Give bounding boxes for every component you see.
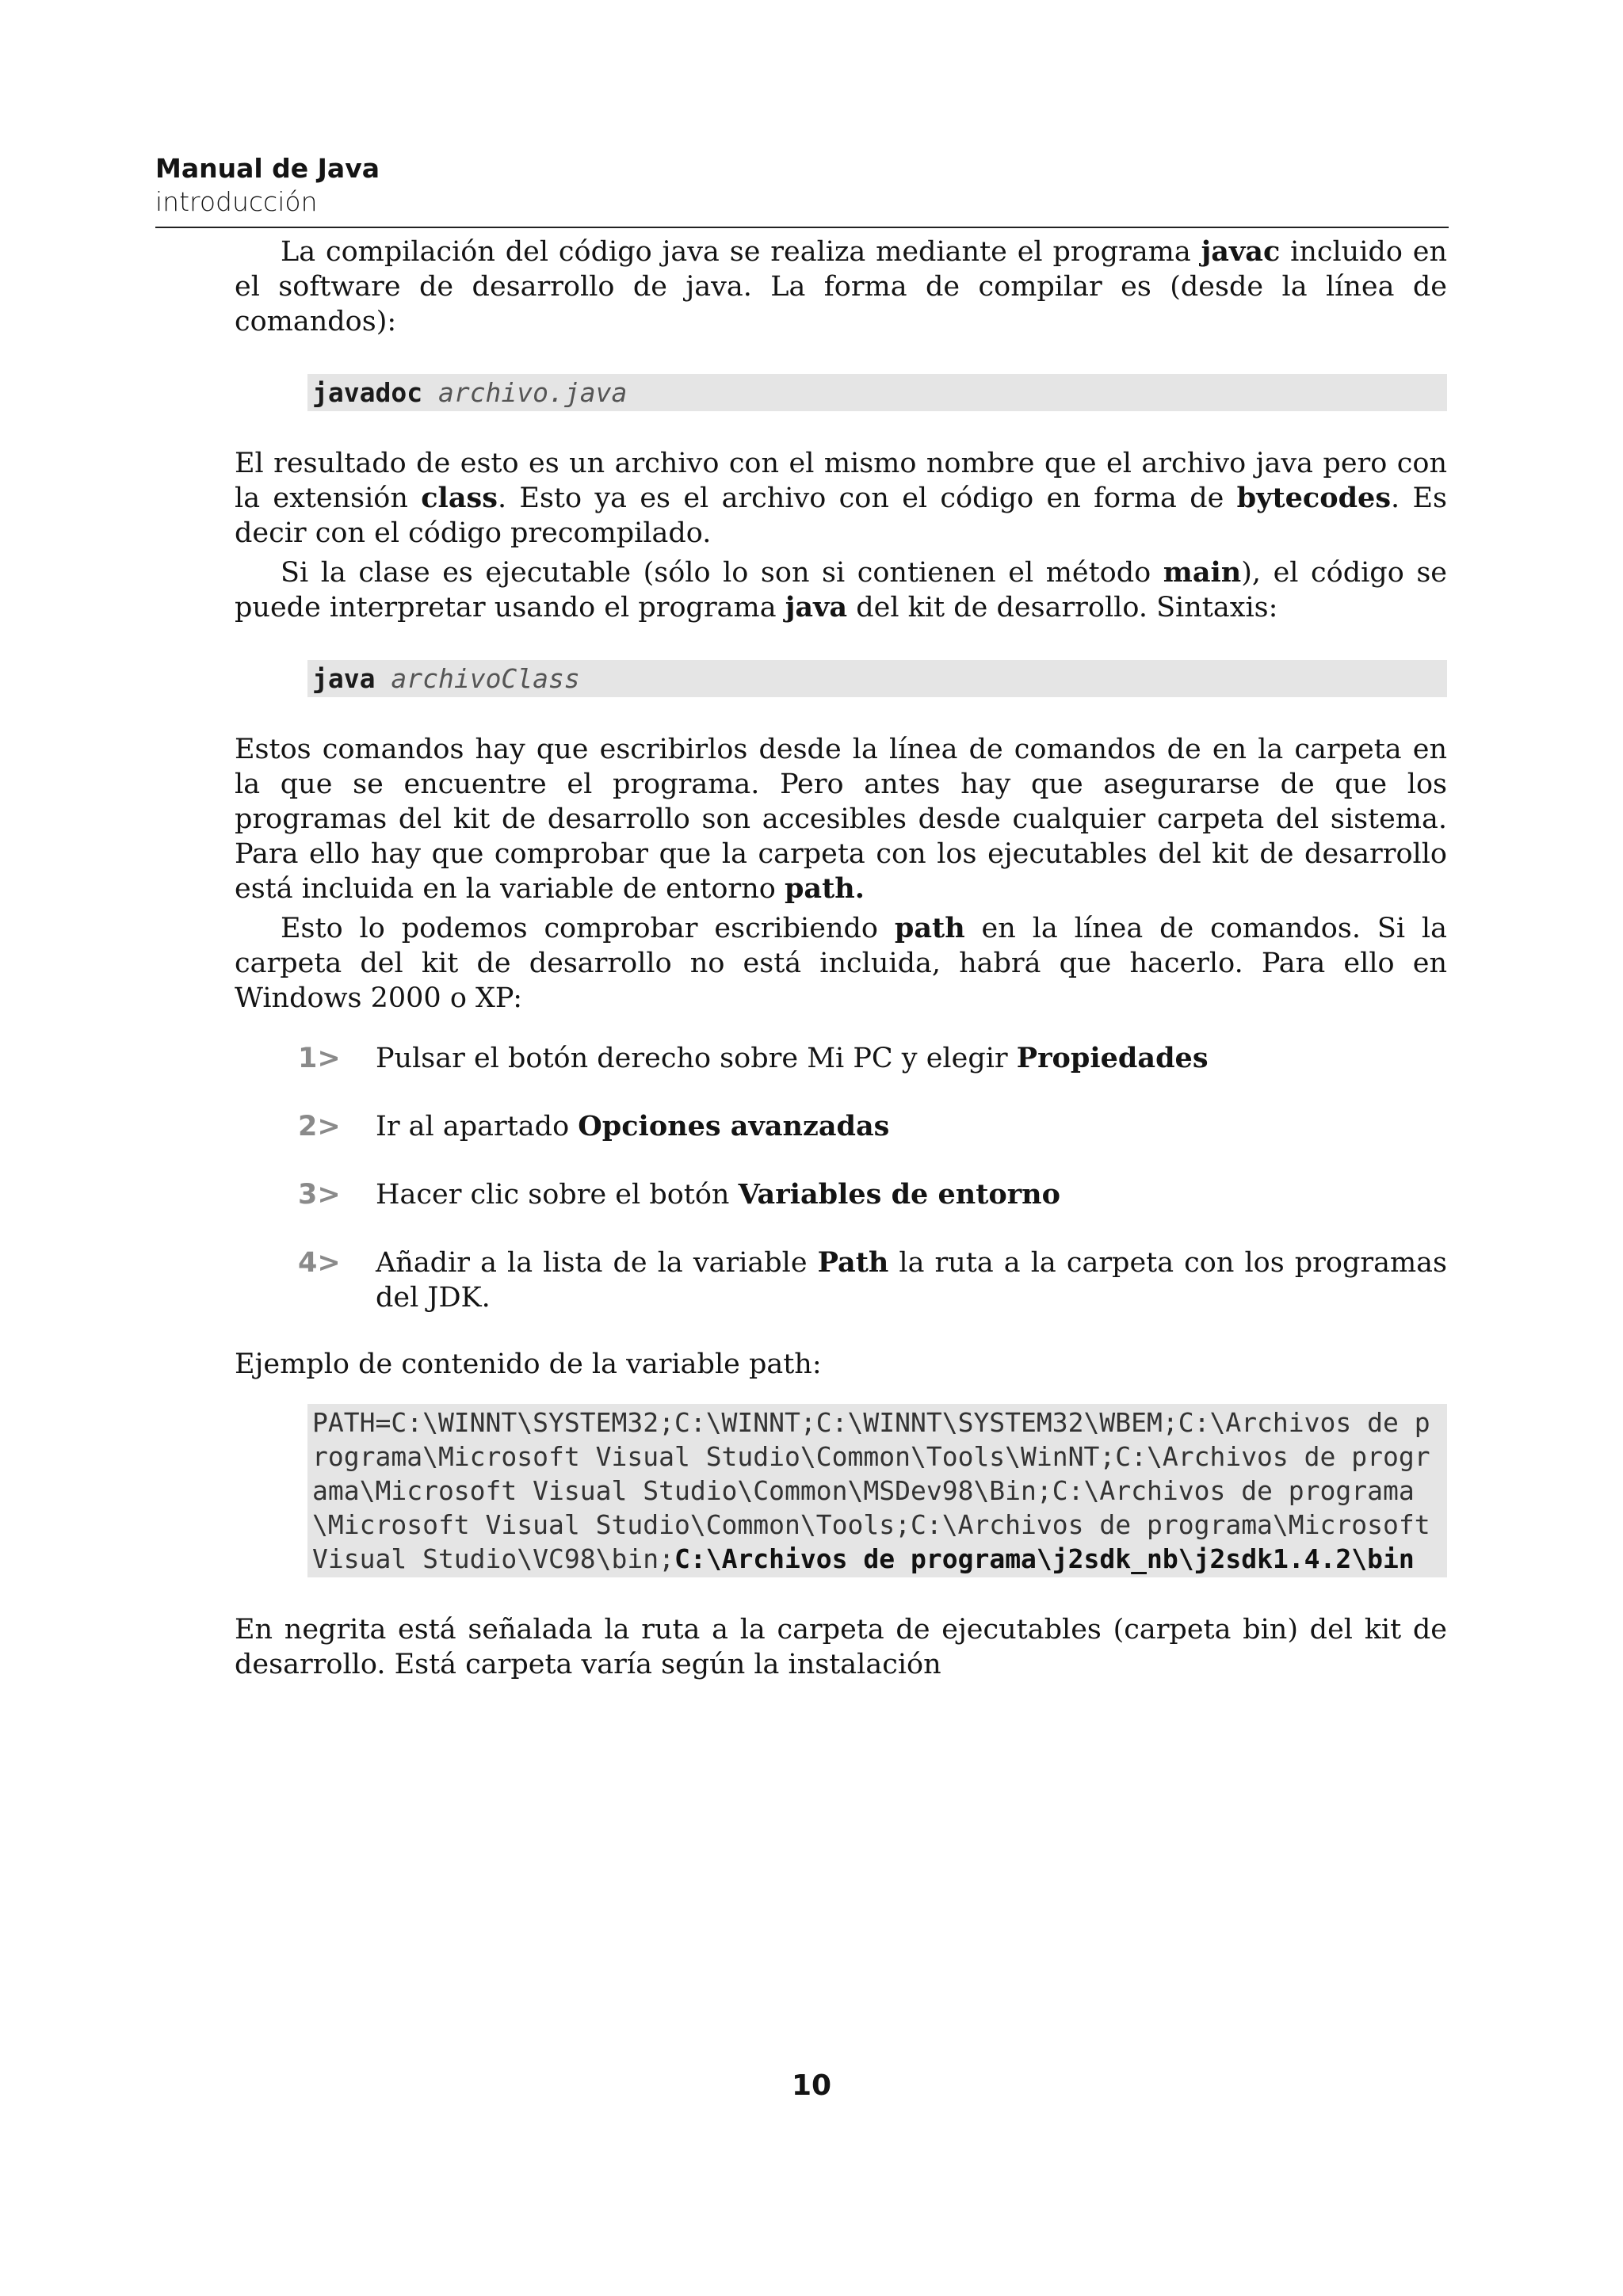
text: en la línea de comandos. Si la carpeta del kit de desarrollo no está incluida, habrá que hacerlo. Para ello en Windows 2000 o XP:	[235, 913, 1447, 1014]
page-number: 10	[791, 2069, 832, 2102]
step-text	[376, 1177, 1447, 1212]
header-title: Manual de Java	[155, 153, 380, 184]
page-header	[155, 152, 1449, 219]
bold-text: Path	[817, 1246, 889, 1279]
text: Añadir a la lista de la variable	[376, 1247, 818, 1279]
text: Estos comandos hay que escribirlos desde la línea de comandos de en la carpeta en la que se encuentre el programa. Pero antes hay que asegurarse de que los programas del kit de desarrollo son accesibles desde cualquier carpeta del sistema. Para ello hay que comprobar que la carpeta con los ejecutables del kit de desarrollo está incluida en la variable de entorno	[235, 734, 1447, 905]
list-item	[235, 1109, 1447, 1144]
paragraph-path-example: Ejemplo de contenido de la variable path:	[235, 1348, 822, 1380]
text: Ir al apartado	[376, 1111, 579, 1142]
text: El resultado de esto es un archivo con el mismo nombre que el archivo java pero con la extensión	[235, 448, 1447, 514]
paragraph-result	[235, 446, 1447, 551]
code-path-bold: C:\Archivos de programa\j2sdk_nb\j2sdk1.4.2\bin	[674, 1543, 1415, 1574]
step-number: 4>	[298, 1247, 341, 1279]
paragraph-check-path	[235, 911, 1447, 1016]
text: Pulsar el botón derecho sobre Mi PC y elegir	[376, 1043, 1017, 1074]
text: . Es decir con el código precompilado.	[235, 482, 1447, 549]
code-command: java	[312, 663, 376, 694]
bold-bytecodes: bytecodes	[1236, 482, 1392, 514]
bold-text: Propiedades	[1016, 1042, 1209, 1074]
code-command: javadoc	[312, 377, 423, 408]
code-path-normal: PATH=C:\WINNT\SYSTEM32;C:\WINNT;C:\WINNT\SYSTEM32\WBEM;C:\Archivos de programa\Microsoft Visual Studio\Common\Tools\WinNT;C:\Archivos de programa\Microsoft Visual Studio\Common\MSDev98\Bin;C:\Archivos de programa\Microsoft Visual Studio\Common\Tools;C:\Archivos de programa\Microsoft Visual Studio\VC98\bin;	[312, 1407, 1446, 1574]
text: Si la clase es ejecutable (sólo lo son si contienen el método	[281, 557, 1163, 589]
list-item	[235, 1041, 1447, 1076]
bold-class: class	[421, 482, 498, 514]
text: incluido en el software de desarrollo de java. La forma de compilar es (desde la línea de comandos):	[235, 236, 1447, 338]
text: Hacer clic sobre el botón	[376, 1179, 739, 1211]
text: ), el código se puede interpretar usando el programa	[235, 557, 1447, 624]
bold-java: java	[785, 591, 848, 624]
bold-text: Opciones avanzadas	[578, 1110, 890, 1142]
list-item	[235, 1177, 1447, 1212]
text: la ruta a la carpeta con los programas del JDK.	[376, 1247, 1447, 1314]
code-block-path	[307, 1404, 1447, 1577]
step-number: 3>	[298, 1179, 341, 1211]
bold-javac: javac	[1201, 235, 1281, 268]
text: La compilación del código java se realiza mediante el programa	[281, 236, 1201, 268]
text: del kit de desarrollo. Sintaxis:	[847, 592, 1278, 624]
step-number: 2>	[298, 1111, 341, 1142]
text: Esto lo podemos comprobar escribiendo	[281, 913, 895, 944]
step-text	[376, 1109, 1447, 1144]
code-argument: archivoClass	[391, 663, 580, 694]
step-text	[376, 1041, 1447, 1076]
steps-list	[235, 1041, 1447, 1315]
list-item	[235, 1245, 1447, 1315]
page-content	[235, 235, 1447, 1682]
bold-text: Variables de entorno	[738, 1178, 1060, 1211]
code-block-java	[307, 660, 1447, 697]
paragraph-commands	[235, 732, 1447, 906]
paragraph-executable	[235, 555, 1447, 625]
code-argument: archivo.java	[437, 377, 628, 408]
step-number: 1>	[298, 1043, 341, 1074]
step-text	[376, 1245, 1447, 1315]
text: . Esto ya es el archivo con el código en forma de	[497, 482, 1237, 514]
header-rule	[155, 227, 1449, 228]
bold-path: path.	[784, 872, 865, 905]
paragraph-bold-note: En negrita está señalada la ruta a la carpeta de ejecutables (carpeta bin) del kit de desarrollo. Está carpeta varía según la instalación	[235, 1614, 1447, 1680]
code-block-javadoc	[307, 374, 1447, 411]
header-subtitle: introducción	[155, 186, 318, 217]
bold-path: path	[894, 912, 965, 944]
paragraph-compilation	[235, 235, 1447, 339]
bold-main: main	[1163, 556, 1242, 589]
